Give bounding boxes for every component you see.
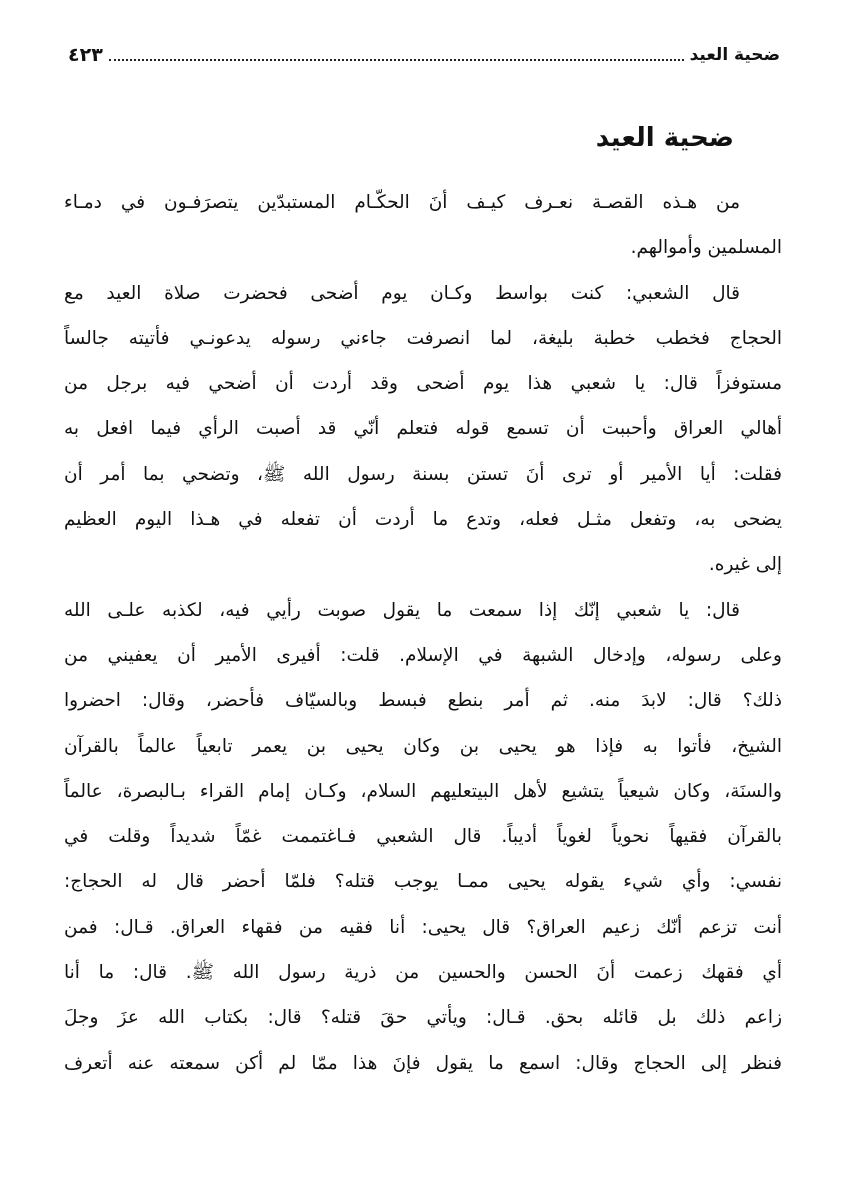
text-line: ذلك؟ قال: لابدَ منه. ثم أمر بنطع فبسط وبالسيّاف فأحضر، وقال: احضروا [64, 690, 782, 712]
text-line: مستوفزاً قال: يا شعبي هذا يوم أضحى وقد أردت أن أضحي فيه برجل من [64, 373, 782, 395]
text-line: قال الشعبي: كنت بواسط وكـان يوم أضحى فحضرت صلاة العيد مع [64, 282, 740, 304]
text-line: زاعم ذلك بل قائله بحق. قـال: ويأتي حقَ قتله؟ قال: بكتاب الله عزَ وجلَ [64, 1007, 782, 1029]
text-line: من هـذه القصـة نعـرف كيـف أنَ الحكّـام المستبدّين يتصرَفـون في دمـاء [64, 192, 740, 213]
text-line: المسلمين وأموالهم. [630, 237, 782, 259]
text-line: قال: يا شعبي إنّك إذا سمعت ما يقول صوبت رأيي فيه، لكذبه علـى الله [64, 599, 740, 621]
dotted-leader [109, 58, 684, 61]
text-line: إلى غيره. [708, 554, 782, 576]
text-line: أي فقهك زعمت أنَ الحسن والحسين من ذرية رسول الله ﷺ. قال: ما أنا [64, 962, 782, 984]
text-line: والسنَة، وكان شيعياً يتشيع لأهل البيتعليهم السلام، وكـان إمام القراء بـالبصرة، عالماً [64, 780, 782, 802]
text-line: نفسي: وأي شيء يقوله يحيى ممـا يوجب قتله؟ فلمّا أحضر قال له الحجاج: [64, 871, 782, 893]
running-head-title: ضحية العيد [689, 45, 780, 65]
running-head [68, 36, 780, 66]
text-line: يضحى به، وتفعل مثـل فعله، وتدع ما أردت أن تفعله في هـذا اليوم العظيم [64, 509, 782, 531]
text-line: فقلت: أيا الأمير أو ترى أنَ تستن بسنة رسول الله ﷺ، وتضحي بما أمر أن [64, 463, 782, 485]
body-text [64, 180, 782, 1086]
text-line: الحجاج فخطب خطبة بليغة، لما انصرفت جاءني رسوله يدعونـي فأتيته جالساً [64, 327, 782, 349]
text-line: أهالي العراق وأحببت أن تسمع قوله فتعلم أنّي قد أصبت الرأي فيما افعل به [64, 418, 782, 440]
page-number: ٤٢٣ [68, 44, 103, 66]
chapter-title: ضحية العيد [595, 123, 734, 153]
text-line: أنت تزعم أنّك زعيم العراق؟ قال يحيى: أنا فقيه من فقهاء العراق. قـال: فمن [64, 916, 782, 938]
text-line: بالقرآن فقيهاً نحوياً لغوياً أديباً. قال الشعبي فـاغتممت غمّاً شديداً وقلت في [64, 826, 782, 848]
text-line: وعلى رسوله، وإدخال الشبهة في الإسلام. قلت: أفيرى الأمير أن يعفيني من [64, 644, 782, 666]
text-line: فنظر إلى الحجاج وقال: اسمع ما يقول فإنَ هذا ممّا لم أكن سمعته عنه أتعرف [64, 1052, 782, 1074]
text-line: الشيخ، فأتوا به فإذا هو يحيى بن وكان يحيى بن يعمر تابعياً عالماً بالقرآن [64, 735, 782, 757]
